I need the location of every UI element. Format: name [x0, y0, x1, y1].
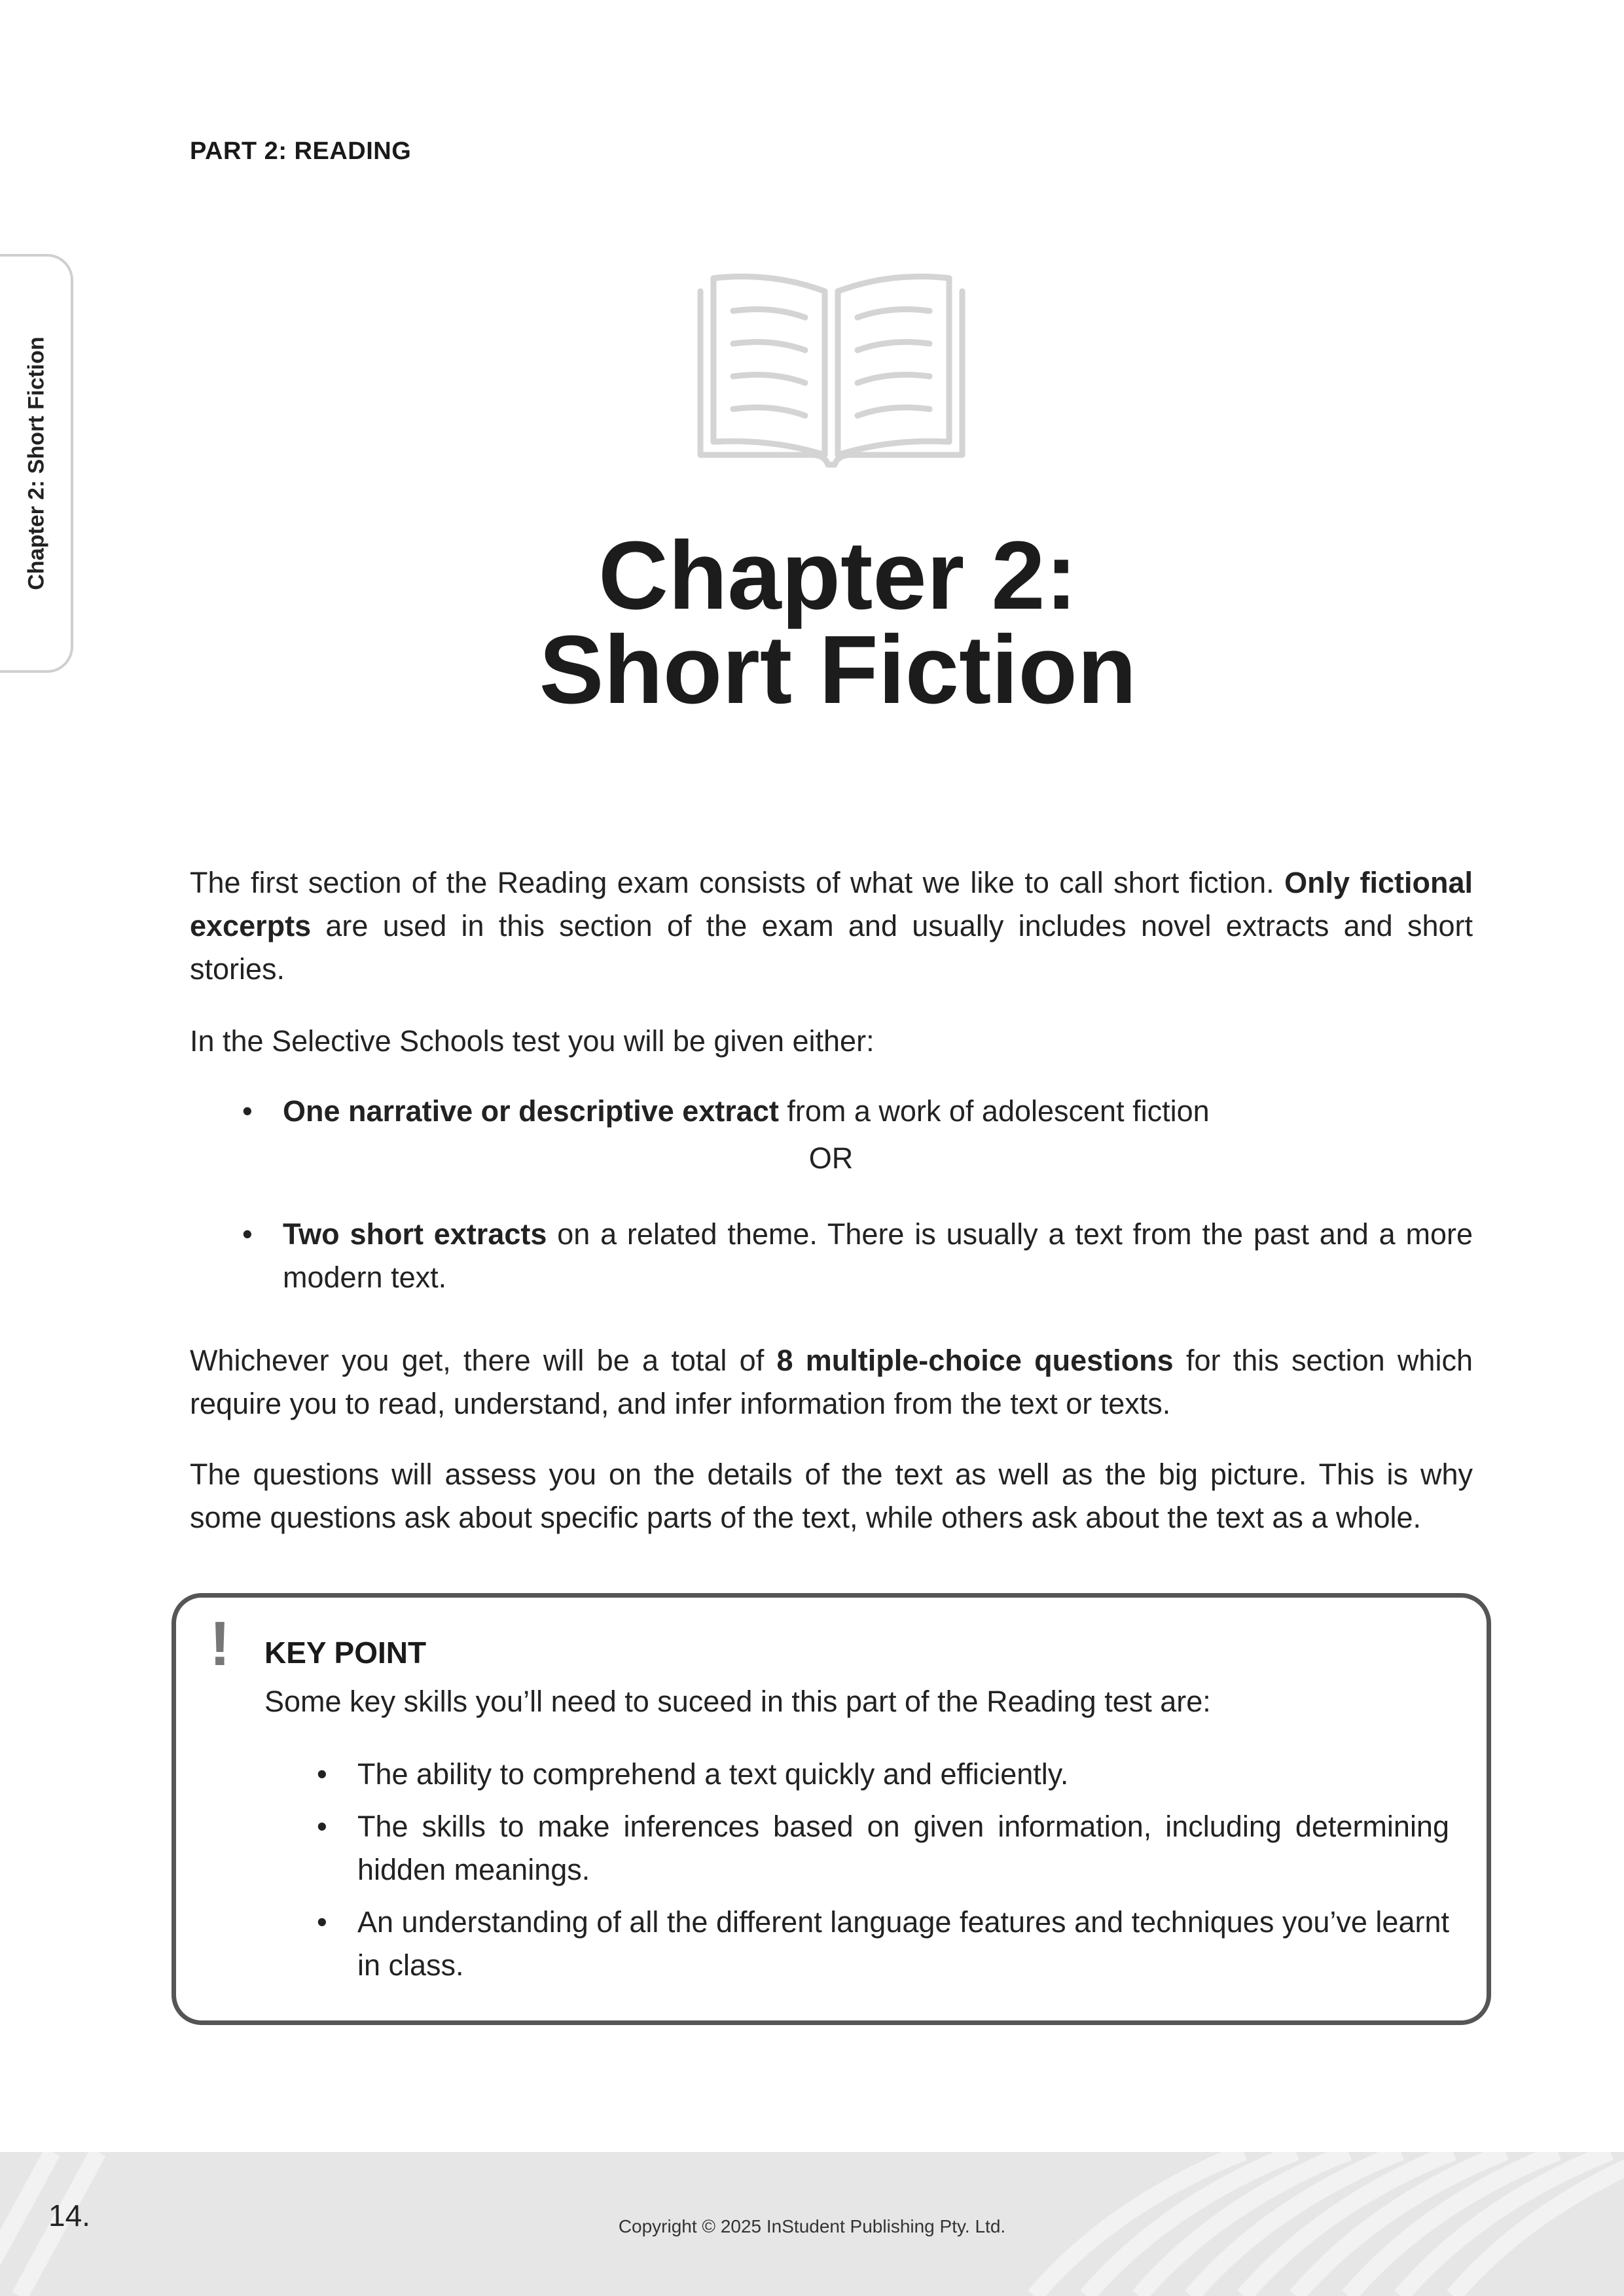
questions-paragraph: [190, 1339, 1473, 1426]
key-point-title: KEY POINT: [264, 1636, 427, 1670]
section-label: PART 2: READING: [190, 137, 412, 165]
list-item: [242, 1090, 1473, 1133]
chapter-title-line1: Chapter 2:: [598, 522, 1077, 630]
questions-bold: 8 multiple-choice questions: [776, 1344, 1174, 1377]
bullet1-bold: One narrative or descriptive extract: [283, 1094, 779, 1128]
list-item: [317, 1901, 1449, 1987]
chapter-title: [0, 522, 1624, 724]
copyright-text: Copyright © 2025 InStudent Publishing Pty. Ltd.: [618, 2216, 1006, 2236]
bullet1-text: from a work of adolescent fiction: [778, 1094, 1210, 1128]
bullet2-bold: Two short extracts: [283, 1217, 547, 1251]
intro-paragraph: [190, 861, 1473, 991]
list-item: [317, 1753, 1449, 1796]
key-point-intro: Some key skills you’ll need to suceed in this part of the Reading test are:: [264, 1685, 1211, 1718]
list-item: [317, 1805, 1449, 1892]
questions-text-2: for this section which require you to read, understand, and infer information from the text or texts.: [190, 1344, 1473, 1420]
or-separator: OR: [808, 1141, 854, 1175]
assessment-paragraph: The questions will assess you on the details of the text as well as the big picture. This is why some questions ask about specific parts of the text, while others ask about the text as a whole.: [190, 1458, 1473, 1534]
key-item-text: The ability to comprehend a text quickly and efficiently.: [357, 1757, 1069, 1791]
bullet-icon: •: [242, 1217, 253, 1251]
open-book-icon: [694, 265, 969, 475]
bullet-icon: •: [317, 1810, 327, 1843]
side-tab-label: Chapter 2: Short Fiction: [24, 336, 49, 590]
list-item: [242, 1213, 1473, 1299]
intro-bold: Only fictional excerpts: [190, 866, 1473, 942]
exclamation-icon: !: [209, 1609, 230, 1679]
bullet-icon: •: [317, 1905, 327, 1939]
bullet-icon: •: [317, 1757, 327, 1791]
page-number: 14.: [48, 2198, 90, 2233]
key-point-list: [317, 1753, 1449, 1996]
key-item-text: An understanding of all the different language features and techniques you’ve learnt in class.: [357, 1905, 1449, 1982]
intro-text-2: are used in this section of the exam and usually includes novel extracts and short stories.: [190, 909, 1473, 986]
selective-paragraph: In the Selective Schools test you will be given either:: [190, 1024, 875, 1058]
questions-text: Whichever you get, there will be a total of: [190, 1344, 777, 1377]
chapter-title-line2: Short Fiction: [539, 616, 1137, 724]
bullet2-text: on a related theme. There is usually a text from the past and a more modern text.: [283, 1217, 1473, 1294]
intro-text: The first section of the Reading exam consists of what we like to call short fiction.: [190, 866, 1285, 899]
bullet-icon: •: [242, 1094, 253, 1128]
key-item-text: The skills to make inferences based on given information, including determining hidden meanings.: [357, 1810, 1449, 1886]
